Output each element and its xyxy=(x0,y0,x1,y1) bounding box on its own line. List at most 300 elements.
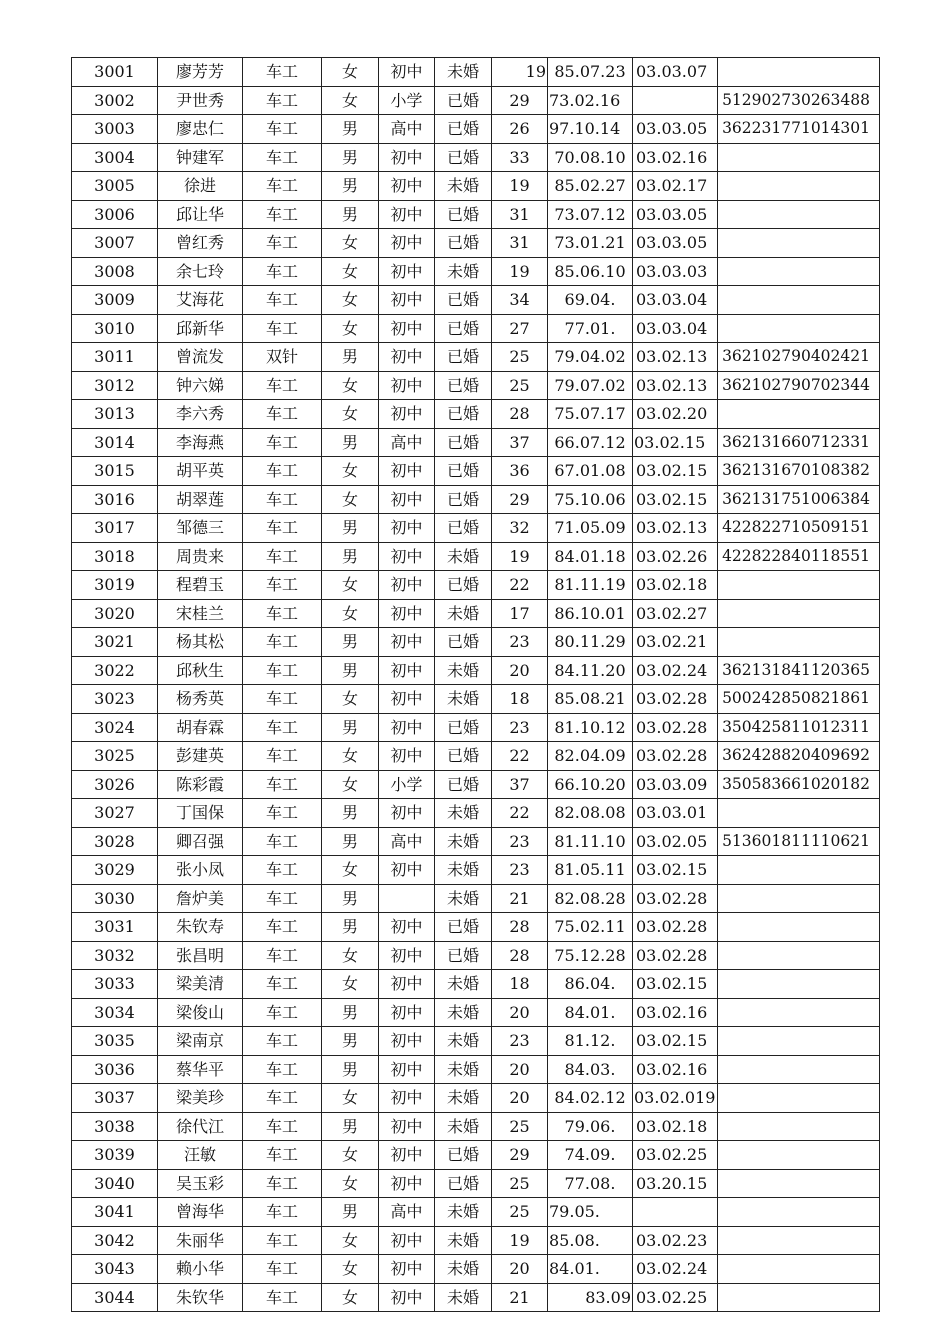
table-row xyxy=(72,286,880,315)
cell-age: 21 xyxy=(492,1283,548,1312)
cell-birth: 79.07.02 xyxy=(548,371,633,400)
cell-edu: 小学 xyxy=(379,770,435,799)
cell-id-number: 362131841120365 xyxy=(718,656,880,685)
cell-birth: 80.11.29 xyxy=(548,628,633,657)
cell-age: 20 xyxy=(492,998,548,1027)
cell-age: 18 xyxy=(492,970,548,999)
cell-birth: 82.08.28 xyxy=(548,884,633,913)
cell-marital: 未婚 xyxy=(435,970,492,999)
cell-marital: 已婚 xyxy=(435,286,492,315)
table-row xyxy=(72,428,880,457)
cell-id-number xyxy=(718,941,880,970)
cell-age: 17 xyxy=(492,599,548,628)
cell-marital: 已婚 xyxy=(435,742,492,771)
cell-marital: 未婚 xyxy=(435,685,492,714)
cell-edu: 初中 xyxy=(379,314,435,343)
cell-name: 曾红秀 xyxy=(158,229,243,258)
cell-age: 21 xyxy=(492,884,548,913)
cell-name: 曾流发 xyxy=(158,343,243,372)
cell-edu xyxy=(379,884,435,913)
cell-age: 29 xyxy=(492,485,548,514)
cell-name: 梁俊山 xyxy=(158,998,243,1027)
cell-job: 车工 xyxy=(243,742,322,771)
cell-age: 20 xyxy=(492,1255,548,1284)
cell-entry: 03.03.05 xyxy=(633,200,718,229)
cell-edu: 初中 xyxy=(379,742,435,771)
cell-name: 邹德三 xyxy=(158,514,243,543)
cell-edu: 初中 xyxy=(379,856,435,885)
cell-entry: 03.02.15 xyxy=(633,970,718,999)
cell-sex: 男 xyxy=(322,542,379,571)
cell-sex: 女 xyxy=(322,685,379,714)
cell-id-number xyxy=(718,1198,880,1227)
cell-entry: 03.02.17 xyxy=(633,172,718,201)
cell-edu: 高中 xyxy=(379,1198,435,1227)
cell-name: 尹世秀 xyxy=(158,86,243,115)
cell-id-number xyxy=(718,1112,880,1141)
cell-birth: 77.08. xyxy=(548,1169,633,1198)
cell-marital: 已婚 xyxy=(435,400,492,429)
table-row xyxy=(72,1141,880,1170)
cell-name: 吴玉彩 xyxy=(158,1169,243,1198)
cell-no: 3044 xyxy=(72,1283,158,1312)
cell-sex: 男 xyxy=(322,428,379,457)
cell-job: 车工 xyxy=(243,1112,322,1141)
cell-job: 车工 xyxy=(243,115,322,144)
cell-entry: 03.02.16 xyxy=(633,998,718,1027)
cell-age: 23 xyxy=(492,1027,548,1056)
cell-name: 廖芳芳 xyxy=(158,58,243,87)
cell-sex: 男 xyxy=(322,628,379,657)
table-row xyxy=(72,1027,880,1056)
table-row xyxy=(72,485,880,514)
cell-birth: 73.01.21 xyxy=(548,229,633,258)
cell-entry: 03.02.15 xyxy=(633,457,718,486)
cell-birth: 86.10.01 xyxy=(548,599,633,628)
cell-job: 车工 xyxy=(243,58,322,87)
cell-job: 车工 xyxy=(243,400,322,429)
cell-entry: 03.03.04 xyxy=(633,314,718,343)
cell-birth: 71.05.09 xyxy=(548,514,633,543)
cell-no: 3031 xyxy=(72,913,158,942)
cell-marital: 未婚 xyxy=(435,1283,492,1312)
cell-edu: 初中 xyxy=(379,571,435,600)
table-row xyxy=(72,172,880,201)
cell-edu: 初中 xyxy=(379,172,435,201)
cell-name: 梁美清 xyxy=(158,970,243,999)
cell-no: 3012 xyxy=(72,371,158,400)
cell-marital: 未婚 xyxy=(435,1255,492,1284)
cell-id-number xyxy=(718,1255,880,1284)
cell-id-number xyxy=(718,799,880,828)
cell-birth: 97.10.14 xyxy=(548,115,633,144)
cell-name: 朱钦寿 xyxy=(158,913,243,942)
cell-sex: 男 xyxy=(322,343,379,372)
cell-edu: 初中 xyxy=(379,1283,435,1312)
cell-age: 23 xyxy=(492,628,548,657)
table-row xyxy=(72,770,880,799)
cell-birth: 82.04.09 xyxy=(548,742,633,771)
cell-marital: 已婚 xyxy=(435,941,492,970)
cell-name: 周贵来 xyxy=(158,542,243,571)
cell-no: 3006 xyxy=(72,200,158,229)
cell-name: 余七玲 xyxy=(158,257,243,286)
cell-birth: 83.09 xyxy=(548,1283,633,1312)
cell-marital: 已婚 xyxy=(435,200,492,229)
cell-job: 车工 xyxy=(243,1198,322,1227)
cell-entry: 03.02.019 xyxy=(633,1084,718,1113)
cell-name: 程碧玉 xyxy=(158,571,243,600)
cell-job: 车工 xyxy=(243,799,322,828)
cell-sex: 女 xyxy=(322,457,379,486)
cell-id-number xyxy=(718,286,880,315)
table-row xyxy=(72,1055,880,1084)
cell-birth: 84.01.18 xyxy=(548,542,633,571)
cell-edu: 初中 xyxy=(379,998,435,1027)
cell-sex: 女 xyxy=(322,1283,379,1312)
cell-id-number xyxy=(718,628,880,657)
cell-birth: 75.12.28 xyxy=(548,941,633,970)
cell-age: 28 xyxy=(492,941,548,970)
cell-id-number: 422822710509151 xyxy=(718,514,880,543)
cell-name: 胡翠莲 xyxy=(158,485,243,514)
cell-sex: 男 xyxy=(322,998,379,1027)
cell-birth: 79.05. xyxy=(548,1198,633,1227)
cell-age: 20 xyxy=(492,656,548,685)
cell-name: 钟六娣 xyxy=(158,371,243,400)
cell-edu: 初中 xyxy=(379,514,435,543)
cell-marital: 已婚 xyxy=(435,1169,492,1198)
cell-age: 28 xyxy=(492,913,548,942)
cell-entry xyxy=(633,1198,718,1227)
cell-id-number xyxy=(718,314,880,343)
cell-id-number: 422822840118551 xyxy=(718,542,880,571)
cell-age: 23 xyxy=(492,856,548,885)
cell-edu: 初中 xyxy=(379,143,435,172)
cell-sex: 女 xyxy=(322,571,379,600)
cell-id-number: 362102790702344 xyxy=(718,371,880,400)
cell-id-number xyxy=(718,1283,880,1312)
cell-marital: 已婚 xyxy=(435,115,492,144)
cell-entry: 03.02.20 xyxy=(633,400,718,429)
cell-birth: 81.11.19 xyxy=(548,571,633,600)
table-row xyxy=(72,1283,880,1312)
cell-job: 车工 xyxy=(243,599,322,628)
cell-job: 车工 xyxy=(243,1055,322,1084)
cell-marital: 未婚 xyxy=(435,599,492,628)
cell-edu: 小学 xyxy=(379,86,435,115)
cell-marital: 已婚 xyxy=(435,485,492,514)
cell-edu: 初中 xyxy=(379,913,435,942)
cell-age: 23 xyxy=(492,827,548,856)
cell-age: 26 xyxy=(492,115,548,144)
cell-entry: 03.03.03 xyxy=(633,257,718,286)
cell-edu: 初中 xyxy=(379,799,435,828)
cell-marital: 已婚 xyxy=(435,86,492,115)
cell-entry: 03.02.28 xyxy=(633,884,718,913)
cell-name: 詹炉美 xyxy=(158,884,243,913)
cell-birth: 81.11.10 xyxy=(548,827,633,856)
cell-sex: 女 xyxy=(322,970,379,999)
cell-sex: 男 xyxy=(322,1198,379,1227)
cell-id-number xyxy=(718,913,880,942)
cell-name: 邱秋生 xyxy=(158,656,243,685)
cell-entry: 03.02.25 xyxy=(633,1141,718,1170)
cell-id-number: 513601811110621 xyxy=(718,827,880,856)
cell-name: 徐代江 xyxy=(158,1112,243,1141)
cell-name: 胡春霖 xyxy=(158,713,243,742)
cell-sex: 男 xyxy=(322,799,379,828)
cell-job: 车工 xyxy=(243,1255,322,1284)
cell-birth: 70.08.10 xyxy=(548,143,633,172)
table-row xyxy=(72,1169,880,1198)
cell-birth: 85.08.21 xyxy=(548,685,633,714)
cell-entry: 03.02.15 xyxy=(633,856,718,885)
cell-sex: 女 xyxy=(322,58,379,87)
cell-marital: 已婚 xyxy=(435,713,492,742)
cell-edu: 初中 xyxy=(379,1055,435,1084)
cell-no: 3023 xyxy=(72,685,158,714)
table-row xyxy=(72,656,880,685)
cell-entry: 03.02.21 xyxy=(633,628,718,657)
cell-age: 25 xyxy=(492,343,548,372)
cell-no: 3016 xyxy=(72,485,158,514)
cell-sex: 女 xyxy=(322,1141,379,1170)
cell-id-number xyxy=(718,998,880,1027)
cell-marital: 未婚 xyxy=(435,827,492,856)
table-row xyxy=(72,1084,880,1113)
cell-name: 彭建英 xyxy=(158,742,243,771)
cell-no: 3034 xyxy=(72,998,158,1027)
cell-job: 车工 xyxy=(243,713,322,742)
cell-edu: 初中 xyxy=(379,970,435,999)
cell-birth: 75.02.11 xyxy=(548,913,633,942)
cell-edu: 初中 xyxy=(379,200,435,229)
cell-age: 19 xyxy=(492,172,548,201)
cell-id-number: 362231771014301 xyxy=(718,115,880,144)
cell-no: 3015 xyxy=(72,457,158,486)
employee-table xyxy=(71,57,880,1312)
cell-job: 车工 xyxy=(243,827,322,856)
cell-job: 车工 xyxy=(243,1141,322,1170)
cell-sex: 男 xyxy=(322,172,379,201)
cell-no: 3020 xyxy=(72,599,158,628)
cell-marital: 已婚 xyxy=(435,143,492,172)
cell-sex: 女 xyxy=(322,742,379,771)
cell-entry: 03.02.28 xyxy=(633,742,718,771)
cell-job: 车工 xyxy=(243,884,322,913)
cell-entry: 03.02.15 xyxy=(633,428,718,457)
table-row xyxy=(72,913,880,942)
cell-sex: 女 xyxy=(322,856,379,885)
cell-name: 杨其松 xyxy=(158,628,243,657)
cell-job: 车工 xyxy=(243,656,322,685)
cell-age: 22 xyxy=(492,799,548,828)
cell-marital: 未婚 xyxy=(435,884,492,913)
cell-age: 19 xyxy=(492,257,548,286)
cell-birth: 73.07.12 xyxy=(548,200,633,229)
cell-edu: 初中 xyxy=(379,1027,435,1056)
cell-edu: 初中 xyxy=(379,1255,435,1284)
cell-name: 丁国保 xyxy=(158,799,243,828)
cell-name: 蔡华平 xyxy=(158,1055,243,1084)
cell-sex: 女 xyxy=(322,257,379,286)
cell-birth: 73.02.16 xyxy=(548,86,633,115)
cell-no: 3014 xyxy=(72,428,158,457)
cell-sex: 男 xyxy=(322,200,379,229)
cell-name: 李六秀 xyxy=(158,400,243,429)
cell-entry: 03.02.28 xyxy=(633,713,718,742)
cell-marital: 未婚 xyxy=(435,1198,492,1227)
cell-marital: 已婚 xyxy=(435,913,492,942)
cell-birth: 79.04.02 xyxy=(548,343,633,372)
cell-marital: 未婚 xyxy=(435,542,492,571)
cell-id-number: 362131670108382 xyxy=(718,457,880,486)
cell-job: 车工 xyxy=(243,86,322,115)
cell-entry: 03.02.13 xyxy=(633,371,718,400)
cell-age: 23 xyxy=(492,713,548,742)
cell-name: 卿召强 xyxy=(158,827,243,856)
cell-marital: 未婚 xyxy=(435,856,492,885)
cell-marital: 未婚 xyxy=(435,799,492,828)
cell-sex: 男 xyxy=(322,913,379,942)
cell-id-number: 362131751006384 xyxy=(718,485,880,514)
cell-id-number xyxy=(718,970,880,999)
cell-birth: 82.08.08 xyxy=(548,799,633,828)
cell-job: 车工 xyxy=(243,485,322,514)
cell-marital: 已婚 xyxy=(435,457,492,486)
cell-sex: 男 xyxy=(322,1055,379,1084)
cell-id-number xyxy=(718,200,880,229)
cell-no: 3013 xyxy=(72,400,158,429)
cell-id-number: 350583661020182 xyxy=(718,770,880,799)
cell-marital: 已婚 xyxy=(435,314,492,343)
cell-age: 31 xyxy=(492,200,548,229)
cell-age: 19 xyxy=(492,58,548,87)
cell-job: 车工 xyxy=(243,913,322,942)
cell-no: 3017 xyxy=(72,514,158,543)
cell-birth: 67.01.08 xyxy=(548,457,633,486)
cell-sex: 男 xyxy=(322,656,379,685)
cell-job: 双针 xyxy=(243,343,322,372)
cell-birth: 79.06. xyxy=(548,1112,633,1141)
cell-job: 车工 xyxy=(243,257,322,286)
cell-marital: 已婚 xyxy=(435,371,492,400)
cell-job: 车工 xyxy=(243,998,322,1027)
cell-name: 徐进 xyxy=(158,172,243,201)
cell-marital: 未婚 xyxy=(435,1084,492,1113)
cell-birth: 66.10.20 xyxy=(548,770,633,799)
cell-sex: 男 xyxy=(322,514,379,543)
cell-entry: 03.03.05 xyxy=(633,115,718,144)
cell-birth: 77.01. xyxy=(548,314,633,343)
cell-edu: 高中 xyxy=(379,115,435,144)
cell-no: 3040 xyxy=(72,1169,158,1198)
cell-age: 27 xyxy=(492,314,548,343)
cell-no: 3002 xyxy=(72,86,158,115)
table-row xyxy=(72,599,880,628)
cell-name: 梁美珍 xyxy=(158,1084,243,1113)
cell-job: 车工 xyxy=(243,371,322,400)
cell-no: 3022 xyxy=(72,656,158,685)
table-row xyxy=(72,514,880,543)
cell-sex: 男 xyxy=(322,1112,379,1141)
cell-age: 20 xyxy=(492,1084,548,1113)
cell-age: 25 xyxy=(492,1198,548,1227)
cell-job: 车工 xyxy=(243,457,322,486)
cell-job: 车工 xyxy=(243,1027,322,1056)
cell-age: 25 xyxy=(492,1112,548,1141)
cell-job: 车工 xyxy=(243,1084,322,1113)
table-row xyxy=(72,685,880,714)
cell-birth: 81.10.12 xyxy=(548,713,633,742)
cell-entry: 03.02.15 xyxy=(633,1027,718,1056)
cell-entry: 03.02.25 xyxy=(633,1283,718,1312)
cell-id-number: 362131660712331 xyxy=(718,428,880,457)
cell-no: 3029 xyxy=(72,856,158,885)
cell-name: 赖小华 xyxy=(158,1255,243,1284)
cell-age: 28 xyxy=(492,400,548,429)
table-row xyxy=(72,742,880,771)
cell-no: 3018 xyxy=(72,542,158,571)
cell-marital: 已婚 xyxy=(435,514,492,543)
cell-entry: 03.02.05 xyxy=(633,827,718,856)
table-row xyxy=(72,628,880,657)
cell-no: 3039 xyxy=(72,1141,158,1170)
cell-birth: 85.02.27 xyxy=(548,172,633,201)
cell-name: 艾海花 xyxy=(158,286,243,315)
cell-age: 34 xyxy=(492,286,548,315)
table-row xyxy=(72,827,880,856)
cell-job: 车工 xyxy=(243,856,322,885)
cell-age: 32 xyxy=(492,514,548,543)
cell-no: 3037 xyxy=(72,1084,158,1113)
cell-job: 车工 xyxy=(243,229,322,258)
cell-entry: 03.02.28 xyxy=(633,913,718,942)
table-row xyxy=(72,856,880,885)
cell-id-number xyxy=(718,1055,880,1084)
cell-birth: 84.11.20 xyxy=(548,656,633,685)
cell-age: 19 xyxy=(492,542,548,571)
table-row xyxy=(72,1255,880,1284)
cell-age: 29 xyxy=(492,1141,548,1170)
cell-edu: 初中 xyxy=(379,58,435,87)
cell-entry: 03.02.28 xyxy=(633,941,718,970)
cell-name: 廖忠仁 xyxy=(158,115,243,144)
cell-id-number xyxy=(718,571,880,600)
cell-no: 3026 xyxy=(72,770,158,799)
cell-no: 3008 xyxy=(72,257,158,286)
cell-sex: 女 xyxy=(322,770,379,799)
cell-edu: 初中 xyxy=(379,1112,435,1141)
cell-id-number xyxy=(718,58,880,87)
table-row xyxy=(72,941,880,970)
table-row xyxy=(72,314,880,343)
cell-entry: 03.02.16 xyxy=(633,143,718,172)
cell-age: 22 xyxy=(492,742,548,771)
table-row xyxy=(72,143,880,172)
cell-entry: 03.03.04 xyxy=(633,286,718,315)
cell-name: 钟建军 xyxy=(158,143,243,172)
cell-marital: 已婚 xyxy=(435,229,492,258)
cell-marital: 未婚 xyxy=(435,58,492,87)
cell-id-number xyxy=(718,229,880,258)
cell-no: 3010 xyxy=(72,314,158,343)
cell-job: 车工 xyxy=(243,200,322,229)
cell-id-number xyxy=(718,1084,880,1113)
cell-no: 3019 xyxy=(72,571,158,600)
cell-birth: 85.07.23 xyxy=(548,58,633,87)
